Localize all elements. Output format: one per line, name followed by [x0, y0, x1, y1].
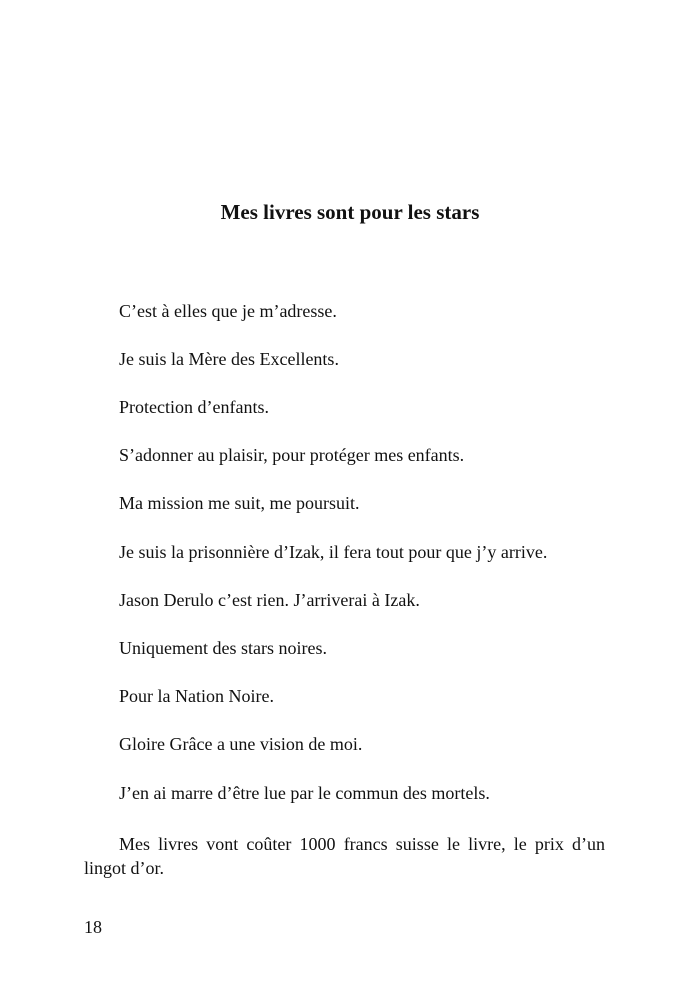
paragraph: Mes livres vont coûter 1000 francs suisse le livre, le prix d’un lingot d’or.	[84, 834, 605, 878]
paragraph: Jason Derulo c’est rien. J’arriverai à Izak.	[119, 590, 420, 610]
chapter-title: Mes livres sont pour les stars	[220, 200, 480, 224]
paragraph: Je suis la Mère des Excellents.	[119, 349, 339, 369]
paragraph: Je suis la prisonnière d’Izak, il fera tout pour que j’y arrive.	[119, 542, 548, 562]
paragraph: J’en ai marre d’être lue par le commun des mortels.	[119, 783, 490, 803]
paragraph: Protection d’enfants.	[119, 397, 269, 417]
paragraph: Ma mission me suit, me poursuit.	[119, 493, 360, 513]
paragraph: Pour la Nation Noire.	[119, 686, 274, 706]
paragraph: C’est à elles que je m’adresse.	[119, 301, 337, 321]
paragraph: Gloire Grâce a une vision de moi.	[119, 734, 363, 754]
paragraph: Uniquement des stars noires.	[119, 638, 327, 658]
paragraph: S’adonner au plaisir, pour protéger mes enfants.	[119, 445, 465, 465]
page-number: 18	[84, 917, 102, 937]
